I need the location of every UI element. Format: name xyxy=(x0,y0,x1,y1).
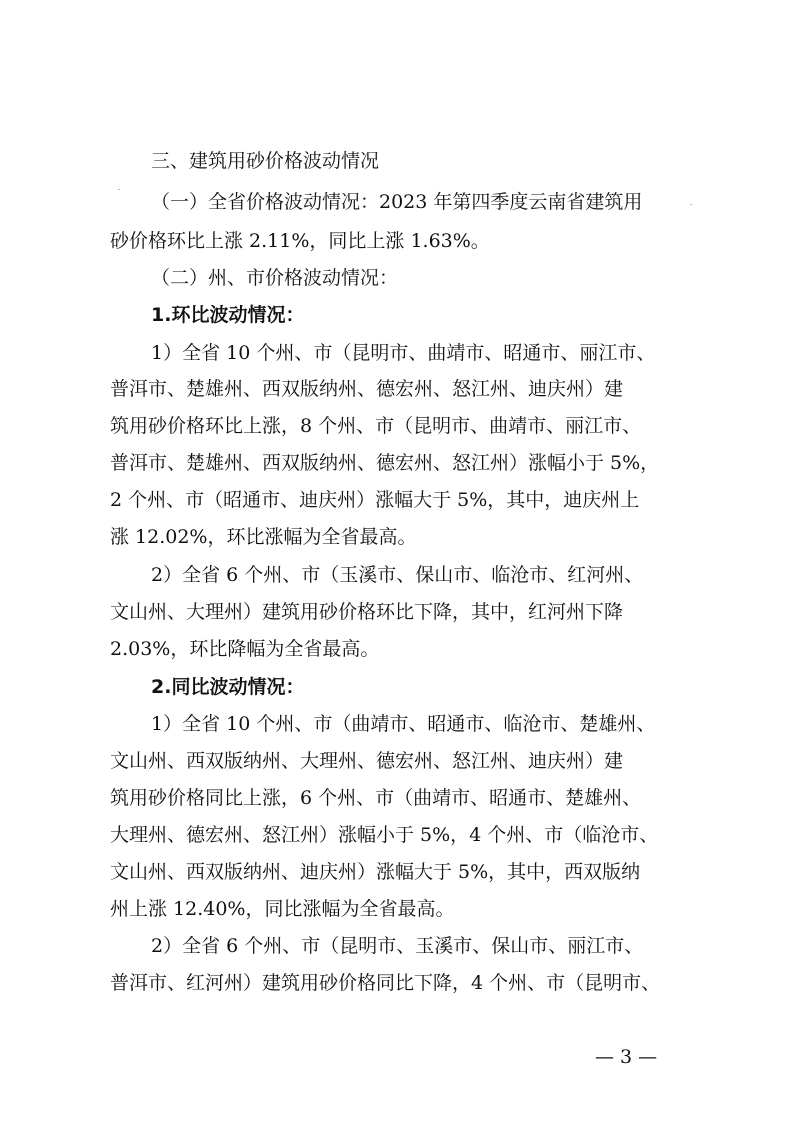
paragraph-line xyxy=(0,447,793,479)
paragraph-line xyxy=(0,708,793,740)
mom-fall-line: 2.03%，环比降幅为全省最高。 xyxy=(110,638,380,660)
paragraph-line xyxy=(0,521,793,553)
mom-rise-line: 普洱市、楚雄州、西双版纳州、德宏州、怒江州）涨幅小于 5%， xyxy=(110,452,660,474)
mom-fall-line: 2）全省 6 个州、市（玉溪市、保山市、临沧市、红河州、 xyxy=(151,564,644,586)
mom-rise-line: 筑用砂价格环比上涨，8 个州、市（昆明市、曲靖市、丽江市、 xyxy=(110,415,642,437)
paragraph-line xyxy=(0,596,793,628)
subheading-line xyxy=(0,299,793,331)
prefecture-heading: （二）州、市价格波动情况： xyxy=(151,267,399,289)
subheading-line xyxy=(0,671,793,703)
mom-heading: 1.环比波动情况： xyxy=(151,304,305,326)
paragraph-line xyxy=(0,484,793,516)
paragraph-line xyxy=(0,967,793,999)
yoy-rise-line: 州上涨 12.40%，同比涨幅为全省最高。 xyxy=(110,898,455,920)
section-heading-line xyxy=(0,145,793,177)
paragraph-line xyxy=(0,559,793,591)
province-line-2: 砂价格环比上涨 2.11%，同比上涨 1.63%。 xyxy=(110,230,490,252)
paragraph-line xyxy=(0,819,793,851)
paragraph-line xyxy=(0,893,793,925)
mom-fall-line: 文山州、大理州）建筑用砂价格环比下降，其中，红河州下降 xyxy=(110,601,624,623)
paragraph-line xyxy=(0,337,793,369)
paragraph-line xyxy=(0,782,793,814)
mom-rise-line: 1）全省 10 个州、市（昆明市、曲靖市、昭通市、丽江市、 xyxy=(151,342,656,364)
yoy-rise-line: 文山州、西双版纳州、大理州、德宏州、怒江州、迪庆州）建 xyxy=(110,750,624,772)
mom-rise-line: 2 个州、市（昭通市、迪庆州）涨幅大于 5%，其中，迪庆州上 xyxy=(110,489,640,511)
paragraph-line xyxy=(0,633,793,665)
mom-rise-line: 涨 12.02%，环比涨幅为全省最高。 xyxy=(110,526,417,548)
paragraph-line xyxy=(0,856,793,888)
province-line-1: （一）全省价格波动情况：2023 年第四季度云南省建筑用 xyxy=(151,191,643,213)
paragraph-line xyxy=(0,373,793,405)
yoy-rise-line: 大理州、德宏州、怒江州）涨幅小于 5%，4 个州、市（临沧市、 xyxy=(110,824,659,846)
section-heading: 三、建筑用砂价格波动情况 xyxy=(151,150,380,172)
page-number-footer xyxy=(0,1042,793,1072)
paragraph-line xyxy=(0,745,793,777)
yoy-rise-line: 筑用砂价格同比上涨，6 个州、市（曲靖市、昭通市、楚雄州、 xyxy=(110,787,642,809)
yoy-fall-line: 普洱市、红河州）建筑用砂价格同比下降，4 个州、市（昆明市、 xyxy=(110,972,661,994)
page-number: — 3 — xyxy=(595,1046,658,1068)
yoy-rise-line: 1）全省 10 个州、市（曲靖市、昭通市、临沧市、楚雄州、 xyxy=(151,713,656,735)
yoy-rise-line: 文山州、西双版纳州、迪庆州）涨幅大于 5%，其中，西双版纳 xyxy=(110,861,641,883)
paragraph-line xyxy=(0,225,793,257)
yoy-heading: 2.同比波动情况： xyxy=(151,676,305,698)
yoy-fall-line: 2）全省 6 个州、市（昆明市、玉溪市、保山市、丽江市、 xyxy=(151,935,644,957)
mom-rise-line: 普洱市、楚雄州、西双版纳州、德宏州、怒江州、迪庆州）建 xyxy=(110,378,624,400)
paragraph-line xyxy=(0,410,793,442)
paragraph-line xyxy=(0,186,793,218)
paragraph-line xyxy=(0,930,793,962)
paragraph-line xyxy=(0,262,793,294)
